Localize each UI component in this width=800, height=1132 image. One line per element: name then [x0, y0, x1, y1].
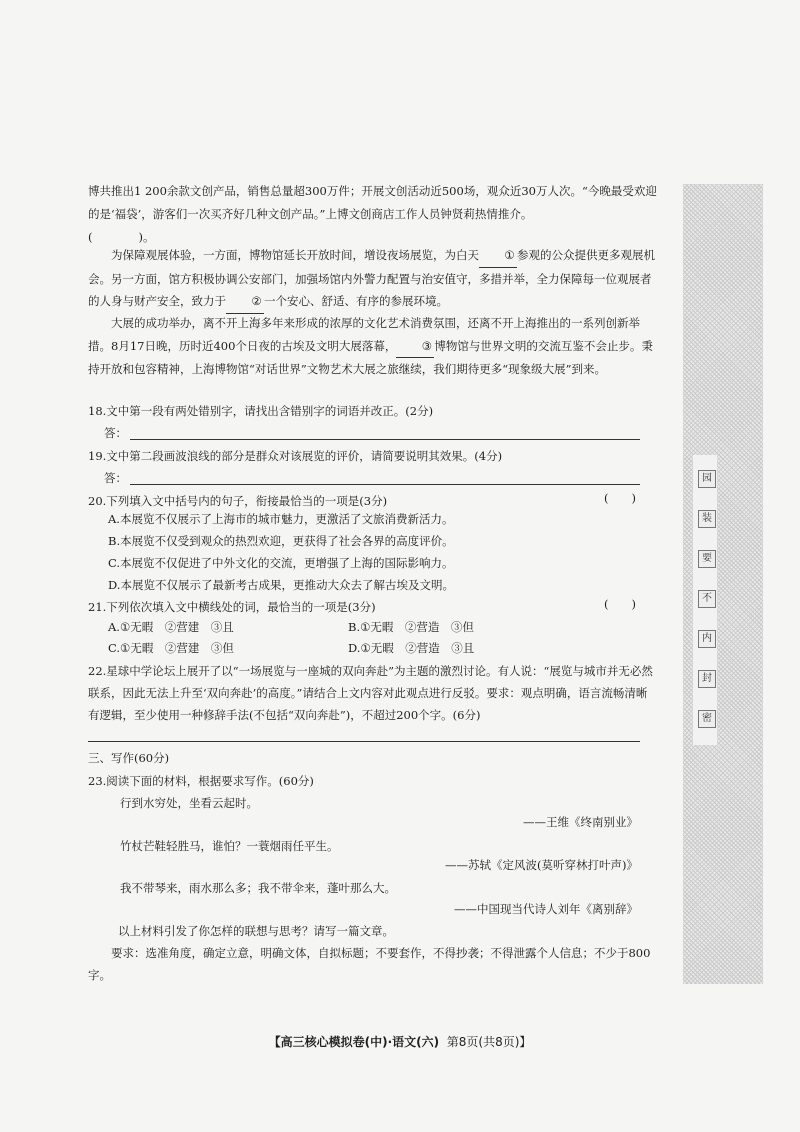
blank-2: ②	[226, 290, 264, 314]
question-21: 21.下列依次填入文中横线处的词，最恰当的一项是(3分)	[88, 600, 376, 614]
option-21-d[interactable]: D.①无暇 ②营造 ③且	[348, 641, 475, 655]
section-writing: 三、写作(60分)	[88, 751, 170, 765]
seal-char: 内	[698, 630, 716, 648]
seal-char: 密	[698, 710, 716, 728]
option-21-b[interactable]: B.①无暇 ②营造 ③但	[348, 620, 474, 634]
passage-text: 参观的公众提供更多观展机会。另一方面，馆方积极协调公安部门，加强场馆内外警力配置与治安值守，多措并举，全力保障每一位观展者的人身与财产安全，致力于	[88, 248, 655, 308]
passage-paragraph-2	[88, 244, 658, 314]
seal-char: 不	[698, 590, 716, 608]
passage-text: 博共推出1 200余款文创产品，销售总量超300万件；开展文创活动近500场，观众近30万人次。“今晚最受欢迎的是‘福袋’，游客们一次买齐好几种文创产品。”上博文创商店工作人员钟贤莉热情推介。	[88, 184, 657, 221]
option-20-a[interactable]: A.本展览不仅展示了上海市的城市魅力，更激活了文旅消费新活力。	[108, 512, 454, 526]
passage-text: 为保障观展体验，一方面，博物馆延长开放时间，增设夜场展览，为白天	[111, 248, 479, 262]
passage-text: 博物馆与世界文明的交流互鉴不会止步。秉持开放和包容精神，上海博物馆“对话世界”文物艺术大展之旅继续，我们期待更多“现象级大展”到来。	[88, 338, 653, 376]
writing-requirements: 要求：选准角度，确定立意，明确文体，自拟标题；不要套作，不得抄袭；不得泄露个人信息；不少于800字。	[88, 946, 651, 982]
blank-1: ①	[479, 244, 517, 268]
answer-blank: ( )。	[88, 230, 155, 244]
answer-line-19[interactable]	[130, 483, 640, 485]
question-22: 22.星球中学论坛上展开了以“一场展览与一座城的双向奔赴”为主题的激烈讨论。有人说：“展览与城市并无必然联系，因此无法上升至‘双向奔赴’的高度。”请结合上文内容对此观点进行反驳。要求：观点明确，语言流畅清晰有逻辑，至少使用一种修辞手法(不包括“双向奔赴”)，不超过200个字。(6分)	[88, 664, 653, 722]
material-3: 我不带琴来，雨水那么多；我不带伞来，蓬叶那么大。	[120, 881, 396, 895]
material-3-source: ——中国现当代诗人刘年《离别辞》	[454, 902, 638, 916]
answer-line-22[interactable]	[88, 740, 640, 742]
answer-label: 答：	[104, 426, 127, 440]
passage-paragraph-3	[88, 312, 658, 381]
material-1: 行到水穷处，坐看云起时。	[120, 796, 258, 810]
option-20-d[interactable]: D.本展览不仅展示了最新考古成果，更推动大众去了解古埃及文明。	[108, 578, 454, 592]
writing-prompt: 以上材料引发了你怎样的联想与思考？请写一篇文章。	[118, 924, 394, 938]
answer-label: 答：	[104, 471, 127, 485]
answer-paren-20[interactable]: ( )	[604, 491, 636, 505]
footer-title: 【高三核心模拟卷(中)·语文(六)	[268, 1035, 440, 1049]
question-19: 19.文中第二段画波浪线的部分是群众对该展览的评价，请简要说明其效果。(4分)	[88, 449, 503, 463]
seal-char: 园	[698, 470, 716, 488]
question-23: 23.阅读下面的材料，根据要求写作。(60分)	[88, 774, 314, 788]
option-20-c[interactable]: C.本展览不仅促进了中外文化的交流，更增强了上海的国际影响力。	[108, 556, 454, 570]
passage-text: 一个安心、舒适、有序的参展环境。	[264, 294, 448, 308]
seal-char: 要	[698, 550, 716, 568]
question-20: 20.下列填入文中括号内的句子，衔接最恰当的一项是(3分)	[88, 494, 388, 508]
passage-text: 大展的成功举办，离不开上海多年来形成的浓厚的文化艺术消费氛围，还离不开上海推出的一系列创新举措。8月17日晚，历时近400个日夜的古埃及文明大展落幕，	[88, 316, 640, 353]
passage-paragraph-1	[88, 180, 658, 249]
option-21-c[interactable]: C.①无暇 ②营建 ③但	[108, 641, 234, 655]
material-2-source: ——苏轼《定风波(莫听穿林打叶声)》	[445, 858, 638, 872]
page-footer	[0, 1033, 800, 1050]
material-2: 竹杖芒鞋轻胜马，谁怕？一蓑烟雨任平生。	[120, 839, 339, 853]
answer-line-18[interactable]	[130, 438, 640, 440]
material-1-source: ——王维《终南别业》	[523, 815, 638, 829]
question-18: 18.文中第一段有两处错别字，请找出含错别字的词语并改正。(2分)	[88, 404, 434, 418]
option-20-b[interactable]: B.本展览不仅受到观众的热烈欢迎，更获得了社会各界的高度评价。	[108, 534, 454, 548]
seal-char: 封	[698, 670, 716, 688]
answer-paren-21[interactable]: ( )	[604, 597, 636, 611]
footer-page: 第8页(共8页)】	[446, 1035, 532, 1049]
option-21-a[interactable]: A.①无暇 ②营建 ③且	[108, 620, 234, 634]
seal-char: 装	[698, 510, 716, 528]
blank-3: ③	[396, 335, 434, 359]
